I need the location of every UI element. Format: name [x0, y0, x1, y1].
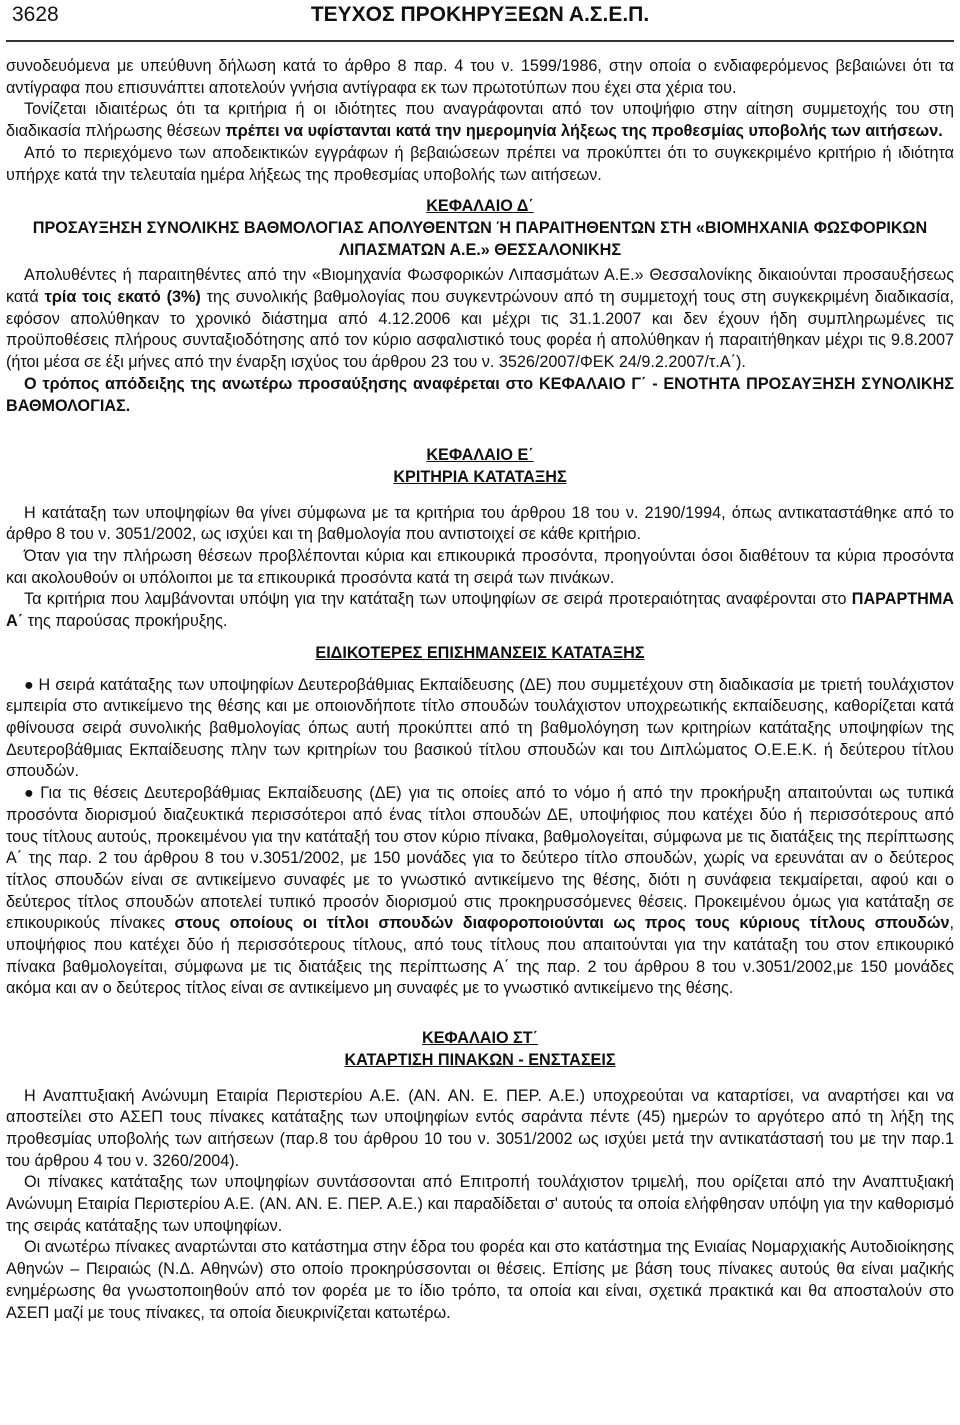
chapter-e-heading — [6, 445, 954, 488]
bullet-item-1-text: Η σειρά κατάταξης των υποψηφίων Δευτεροβάθμιας Εκπαίδευσης (ΔΕ) που συμμετέχουν στη διαδικασία με τριετή τουλάχιστον εμπειρία στο αντικείμενο της θέσης και με οποιονδήποτε τίτλο σπουδών τουλάχιστον υποχρεωτικής εκπαίδευσης, καθορίζεται κατά φθίνουσα σειρά συνολικής βαθμολογίας όπως αυτή προκύπτει από τη βαθμολόγηση των κριτηρίων κατάταξης υποψηφίων της Δευτεροβάθμιας Εκπαίδευσης πλην των κριτηρίων του βασικού τίτλου σπουδών και του Διπλώματος Ο.Ε.Ε.Κ. ή δεύτερου τίτλου σπουδών. — [6, 675, 954, 781]
running-header — [6, 0, 954, 38]
document-body — [6, 56, 954, 1324]
paragraph-evidence: Από το περιεχόμενο των αποδεικτικών εγγράφων ή βεβαιώσεων πρέπει να προκύπτει ότι το συγκεκριμένο κριτήριο ή ιδιότητα υπήρχε κατά την τελευταία ημέρα λήξεως της προθεσμίας υποβολής των αιτήσεων. — [6, 143, 954, 184]
chapter-d-p1-text-a: Απολυθέντες ή παραιτηθέντες από την «Βιομηχανία Φωσφορικών Λιπασμάτων Α.Ε.» Θεσσαλονίκης δικαιούνται προσαυξήσεως κατά — [6, 266, 954, 307]
bullet-icon: ● — [24, 675, 35, 694]
bullet-item-2 — [6, 783, 954, 1000]
chapter-d-p1-bold: τρία τοις εκατό (3%) — [44, 288, 201, 307]
bullet-item-1 — [6, 675, 954, 784]
chapter-e-p3-text-b: της παρούσας προκήρυξης. — [23, 612, 228, 631]
chapter-e-title: ΚΕΦΑΛΑΙΟ Ε΄ — [426, 446, 534, 465]
chapter-st-title: ΚΕΦΑΛΑΙΟ ΣΤ΄ — [421, 1029, 539, 1048]
bullet-icon: ● — [24, 784, 37, 803]
chapter-e-p3-bold: ΠΑΡΑΡΤΗΜΑ Α΄ — [6, 590, 954, 631]
chapter-d-p1-text-b: της συνολικής βαθμολογίας που συγκεντρώνουν από τη συμμετοχή τους στη συγκεκριμένη διαδικασία, εφόσον απολύθηκαν το χρονικό διάστημα από 4.12.2006 και μέχρι τις 31.1.2007 και δεν έχουν ήδη συμπληρωμένες τις προϋποθέσεις πλήρους συνταξιοδότησης από τον κύριο ασφαλιστικό τους φορέα ή απολύθηκαν ή παραιτήθηκαν μέχρι τις 9.8.2007 (ήτοι μέσα σε έξι μήνες από την έναρξη ισχύος του άρθρου 23 του ν. 3526/2007/ΦΕΚ 24/9.2.2007/τ.Α΄). — [6, 288, 955, 372]
chapter-st-paragraph-1: Η Αναπτυξιακή Ανώνυμη Εταιρία Περιστερίου Α.Ε. (ΑΝ. ΑΝ. Ε. ΠΕΡ. Α.Ε.) υποχρεούται να καταρτίσει, να αναρτήσει και να αποστείλει στο ΑΣΕΠ τους πίνακες κατάταξης των υποψηφίων εντός σαράντα πέντε (45) ημερών το αργότερο από τη λήξη της προθεσμίας υποβολής των αιτήσεων (παρ.8 του άρθρου 10 του ν. 3051/2002 ως ισχύει μετά την αντικατάστασή του με την παρ.1 του άρθρου 4 του ν. 3260/2004). — [6, 1086, 954, 1170]
chapter-st-heading — [6, 1028, 954, 1071]
chapter-st-subtitle: ΚΑΤΑΡΤΙΣΗ ΠΙΝΑΚΩΝ - ΕΝΣΤΑΣΕΙΣ — [344, 1050, 616, 1069]
emphasis-plain: Τονίζεται ιδιαιτέρως ότι τα κριτήρια ή οι ιδιότητες που αναγράφονται από τον υποψήφιο στην αίτηση συμμετοχής του στη διαδικασία πλήρωσης θέσεων — [6, 100, 954, 141]
paragraph-emphasis — [6, 99, 954, 142]
chapter-st-paragraph-3: Οι ανωτέρω πίνακες αναρτώνται στο κατάστημα στην έδρα του φορέα και στο κατάστημα της Ενιαίας Νομαρχιακής Αυτοδιοίκησης Αθηνών – Πειραιώς (Ν.Δ. Αθηνών) στο οποίο προκηρύσσονται οι θέσεις. Επίσης με βάση τους πίνακες αυτούς θα είναι μαζικής ενημέρωσης θα γνωστοποιηθούν από τον φορέα με το ίδιο τρόπο, τα οποία και είναι, σχετικά πρακτικά και θα αποσταλούν στο ΑΣΕΠ μαζί με τους πίνακες, τα οποία διευκρινίζεται κατωτέρω. — [6, 1238, 954, 1322]
emphasis-bold: πρέπει να υφίστανται κατά την ημερομηνία λήξεως της προθεσμίας υποβολής των αιτήσεων. — [225, 122, 943, 141]
chapter-e-paragraph-1: Η κατάταξη των υποψηφίων θα γίνει σύμφωνα με τα κριτήρια του άρθρου 18 του ν. 2190/1994, όπως αντικαταστάθηκε από το άρθρο 8 του ν. 3051/2002, ως ισχύει και τη βαθμολογία που αντιστοιχεί σε κάθε κριτήριο. — [6, 503, 954, 544]
special-notes-title: ΕΙΔΙΚΟΤΕΡΕΣ ΕΠΙΣΗΜΑΝΣΕΙΣ ΚΑΤΑΤΑΞΗΣ — [315, 643, 645, 662]
bullet-item-2-text-a: Για τις θέσεις Δευτεροβάθμιας Εκπαίδευσης (ΔΕ) για τις οποίες από το νόμο ή από την προκήρυξη απαιτούνται ως τυπικά προσόντα διορισμού διαζευκτικά περισσότεροι από ένας τίτλοι σπουδών ΔΕ, υποψήφιος που κατέχει δύο ή περισσότερους από τους τίτλους αυτούς, προκειμένου για την κατάταξή του στον κύριο πίνακα, βαθμολογείται, σύμφωνα με τις διατάξεις της περίπτωσης Α΄ της παρ. 2 του άρθρου 8 του ν.3051/2002, με 150 μονάδες για το δεύτερο τίτλο σπουδών, χωρίς να ερευνάται αν ο δεύτερος τίτλος σπουδών είναι σε αντικείμενο συναφές με το γνωστικό αντικείμενο της θέσης, διότι η συνάφεια τεκμαίρεται, αφού και ο δεύτερος τίτλος σπουδών αποτελεί τυπικό προσόν διορισμού στις προκηρυσσόμενες θέσεις. Προκειμένου όμως για κατάταξη σε επικουρικούς πίνακες — [6, 784, 954, 933]
chapter-e-p3-text-a: Τα κριτήρια που λαμβάνονται υπόψη για την κατάταξη των υποψηφίων σε σειρά προτεραιότητας αναφέρονται στο — [24, 590, 852, 609]
paragraph-intro: συνοδευόμενα με υπεύθυνη δήλωση κατά το άρθρο 8 παρ. 4 του ν. 1599/1986, στην οποία ο ενδιαφερόμενος βεβαιώνει ότι τα αντίγραφα που επισυνάπτει αποτελούν γνήσια αντίγραφα εκ των πρωτοτύπων που έχει στα χέρια του. — [6, 57, 954, 97]
chapter-e-paragraph-3 — [6, 589, 954, 632]
chapter-st-paragraph-2: Οι πίνακες κατάταξης των υποψηφίων συντάσσονται από Επιτροπή τουλάχιστον τριμελή, που ορίζεται από την Αναπτυξιακή Ανώνυμη Εταιρία Περιστερίου Α.Ε. (ΑΝ. ΑΝ. Ε. ΠΕΡ. Α.Ε.) και παραδίδεται σ' αυτούς τα οποία ελήφθησαν υπόψη για την καθορισμό της σειράς κατάταξης των υποψηφίων. — [6, 1173, 954, 1235]
chapter-d-title: ΚΕΦΑΛΑΙΟ Δ΄ — [426, 197, 534, 216]
bullet-item-2-bold: στους οποίους οι τίτλοι σπουδών διαφοροποιούνται ως προς τους κύριους τίτλους σπουδών — [174, 914, 950, 933]
chapter-d-subtitle: ΠΡΟΣΑΥΞΗΣΗ ΣΥΝΟΛΙΚΗΣ ΒΑΘΜΟΛΟΓΙΑΣ ΑΠΟΛΥΘΕΝΤΩΝ Ή ΠΑΡΑΙΤΗΘΕΝΤΩΝ ΣΤΗ «ΒΙΟΜΗΧΑΝΙΑ ΦΩΣΦΟΡΙΚΩΝ ΛΙΠΑΣΜΑΤΩΝ Α.Ε.» ΘΕΣΣΑΛΟΝΙΚΗΣ — [32, 218, 928, 259]
journal-title: ΤΕΥΧΟΣ ΠΡΟΚΗΡΥΞΕΩΝ Α.Σ.Ε.Π. — [310, 3, 650, 26]
header-rule — [6, 40, 954, 42]
chapter-d-paragraph-1 — [6, 265, 954, 374]
chapter-e-paragraph-2: Όταν για την πλήρωση θέσεων προβλέπονται κύρια και επικουρικά προσόντα, προηγούνται όσοι διαθέτουν τα κύρια προσόντα και ακολουθούν οι υπόλοιποι με τα επικουρικά προσόντα κατά τη σειρά των πινάκων. — [6, 547, 954, 587]
chapter-d-heading — [6, 196, 954, 261]
page-number: 3628 — [12, 3, 59, 26]
chapter-d-paragraph-2: Ο τρόπος απόδειξης της ανωτέρω προσαύξησης αναφέρεται στο ΚΕΦΑΛΑΙΟ Γ΄ - ΕΝΟΤΗΤΑ ΠΡΟΣΑΥΞΗΣΗ ΣΥΝΟΛΙΚΗΣ ΒΑΘΜΟΛΟΓΙΑΣ. — [6, 374, 954, 415]
chapter-e-subtitle: ΚΡΙΤΗΡΙΑ ΚΑΤΑΤΑΞΗΣ — [393, 467, 567, 486]
bullet-item-2-text-b: , υποψήφιος που κατέχει δύο ή περισσότερους τίτλους, από τους τίτλους που απαιτούνται για την κατάταξη του στον επικουρικό πίνακα βαθμολογείται, σύμφωνα με τις διατάξεις της περίπτωσης Α΄ της παρ. 2 του άρθρου 8 του ν.3051/2002,με 150 μονάδες ακόμα και αν ο δεύτερος τίτλος είναι σε αντικείμενο μη συναφές με το γνωστικό αντικείμενο της θέσης. — [6, 914, 954, 998]
